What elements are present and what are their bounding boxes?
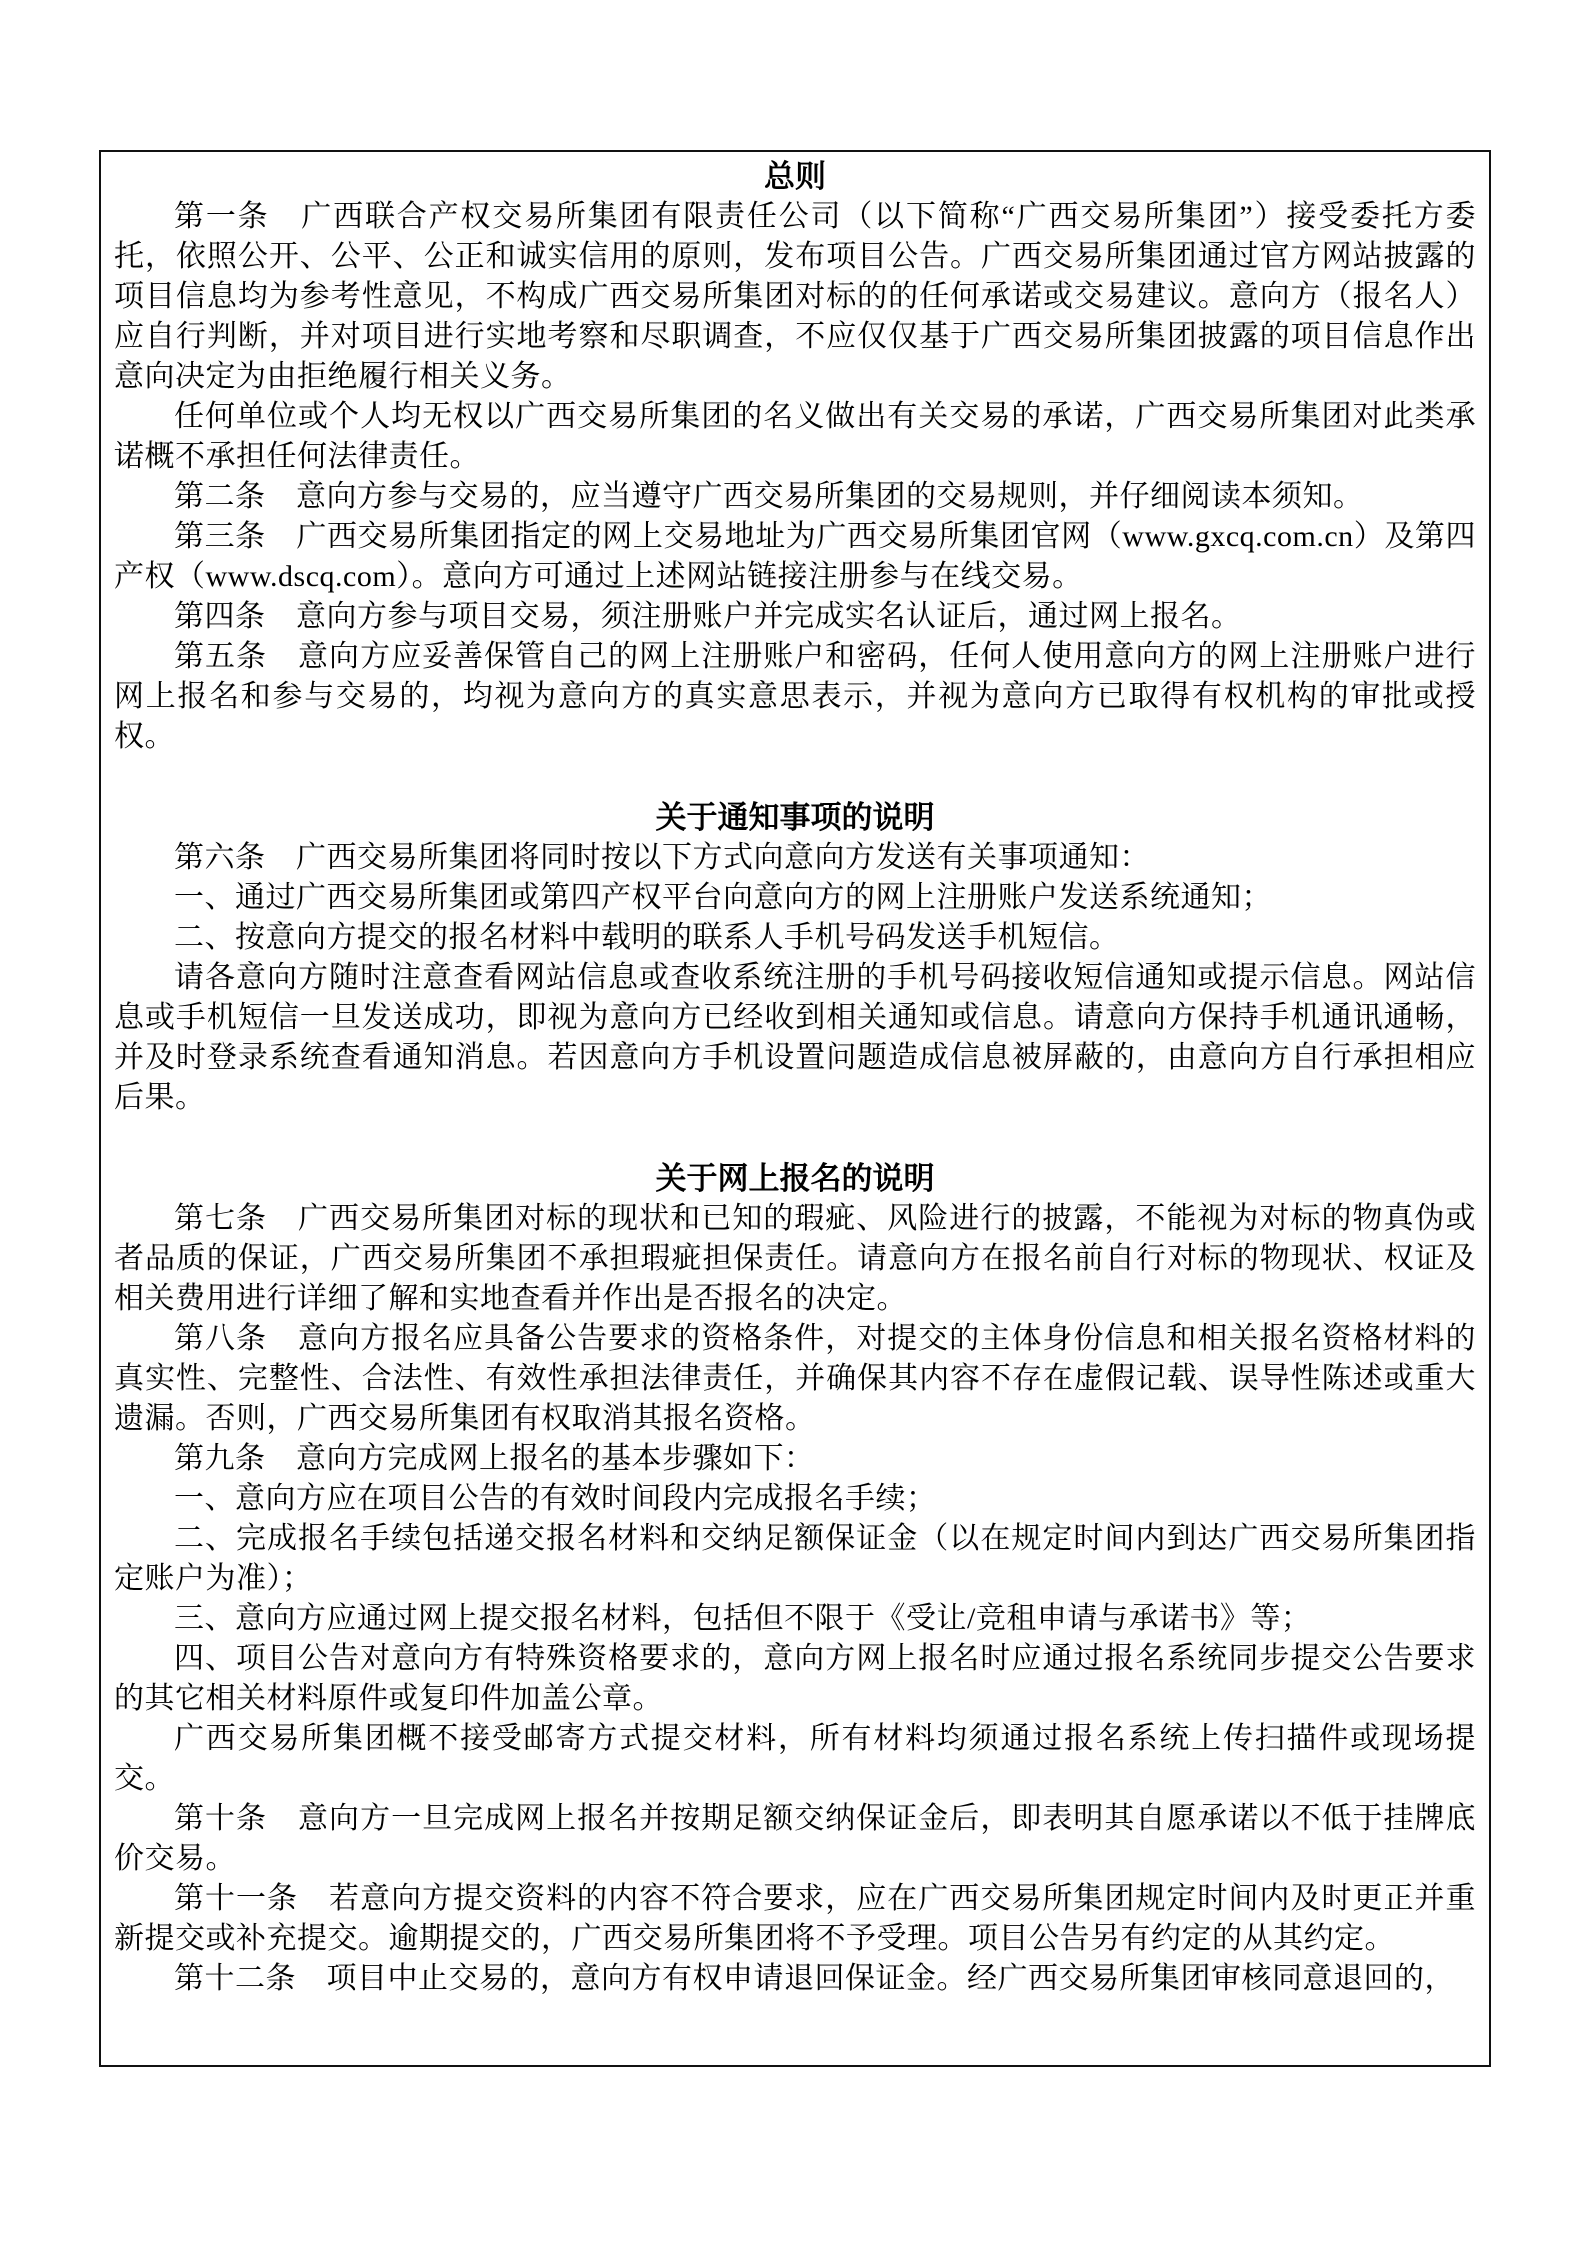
section-heading-registration: 关于网上报名的说明: [655, 1161, 935, 1196]
paragraph-step-1: 一、意向方应在项目公告的有效时间段内完成报名手续；: [174, 1482, 937, 1515]
paragraph-step-4: 四、项目公告对意向方有特殊资格要求的，意向方网上报名时应通过报名系统同步提交公告要求的其它相关材料原件或复印件加盖公章。: [114, 1642, 1476, 1715]
paragraph-clause-1-note: 任何单位或个人均无权以广西交易所集团的名义做出有关交易的承诺，广西交易所集团对此类承诺概不承担任何法律责任。: [114, 400, 1476, 473]
paragraph-clause-10: 第十条 意向方一旦完成网上报名并按期足额交纳保证金后，即表明其自愿承诺以不低于挂牌底价交易。: [114, 1802, 1476, 1875]
paragraph-clause-9: 第九条 意向方完成网上报名的基本步骤如下：: [174, 1442, 815, 1475]
paragraph-step-2: 二、完成报名手续包括递交报名材料和交纳足额保证金（以在规定时间内到达广西交易所集团指定账户为准）；: [114, 1522, 1476, 1595]
paragraph-clause-4: 第四条 意向方参与项目交易，须注册账户并完成实名认证后，通过网上报名。: [174, 600, 1242, 633]
paragraph-clause-3: 第三条 广西交易所集团指定的网上交易地址为广西交易所集团官网（www.gxcq.com.cn）及第四产权（www.dscq.com）。意向方可通过上述网站链接注册参与在线交易。: [114, 520, 1476, 593]
paragraph-notice-item-1: 一、通过广西交易所集团或第四产权平台向意向方的网上注册账户发送系统通知；: [174, 881, 1272, 914]
paragraph-clause-8: 第八条 意向方报名应具备公告要求的资格条件，对提交的主体身份信息和相关报名资格材料的真实性、完整性、合法性、有效性承担法律责任，并确保其内容不存在虚假记载、误导性陈述或重大遗漏。否则，广西交易所集团有权取消其报名资格。: [114, 1322, 1476, 1435]
paragraph-material-remark: 广西交易所集团概不接受邮寄方式提交材料，所有材料均须通过报名系统上传扫描件或现场提交。: [114, 1722, 1476, 1795]
section-heading-notice: 关于通知事项的说明: [655, 800, 935, 835]
doc-title: 总则: [764, 159, 826, 194]
paragraph-notice-item-2: 二、按意向方提交的报名材料中载明的联系人手机号码发送手机短信。: [174, 921, 1120, 954]
document-table-cell: [99, 150, 1491, 2067]
paragraph-clause-11: 第十一条 若意向方提交资料的内容不符合要求，应在广西交易所集团规定时间内及时更正并重新提交或补充提交。逾期提交的，广西交易所集团将不予受理。项目公告另有约定的从其约定。: [114, 1882, 1476, 1955]
paragraph-clause-1: 第一条 广西联合产权交易所集团有限责任公司（以下简称“广西交易所集团”）接受委托方委托，依照公开、公平、公正和诚实信用的原则，发布项目公告。广西交易所集团通过官方网站披露的项目信息均为参考性意见，不构成广西交易所集团对标的的任何承诺或交易建议。意向方（报名人）应自行判断，并对项目进行实地考察和尽职调查，不应仅仅基于广西交易所集团披露的项目信息作出意向决定为由拒绝履行相关义务。: [114, 200, 1476, 393]
paragraph-clause-5: 第五条 意向方应妥善保管自己的网上注册账户和密码，任何人使用意向方的网上注册账户进行网上报名和参与交易的，均视为意向方的真实意思表示，并视为意向方已取得有权机构的审批或授权。: [114, 640, 1476, 753]
paragraph-clause-7: 第七条 广西交易所集团对标的现状和已知的瑕疵、风险进行的披露，不能视为对标的物真伪或者品质的保证，广西交易所集团不承担瑕疵担保责任。请意向方在报名前自行对标的物现状、权证及相关费用进行详细了解和实地查看并作出是否报名的决定。: [114, 1202, 1476, 1315]
paragraph-clause-2: 第二条 意向方参与交易的，应当遵守广西交易所集团的交易规则，并仔细阅读本须知。: [174, 480, 1364, 513]
paragraph-clause-12: 第十二条 项目中止交易的，意向方有权申请退回保证金。经广西交易所集团审核同意退回的，: [174, 1962, 1455, 1995]
paragraph-notice-remark: 请各意向方随时注意查看网站信息或查收系统注册的手机号码接收短信通知或提示信息。网站信息或手机短信一旦发送成功，即视为意向方已经收到相关通知或信息。请意向方保持手机通讯通畅，并及时登录系统查看通知消息。若因意向方手机设置问题造成信息被屏蔽的，由意向方自行承担相应后果。: [114, 961, 1476, 1114]
paragraph-clause-6: 第六条 广西交易所集团将同时按以下方式向意向方发送有关事项通知：: [174, 841, 1150, 874]
paragraph-step-3: 三、意向方应通过网上提交报名材料，包括但不限于《受让/竞租申请与承诺书》等；: [174, 1602, 1312, 1635]
